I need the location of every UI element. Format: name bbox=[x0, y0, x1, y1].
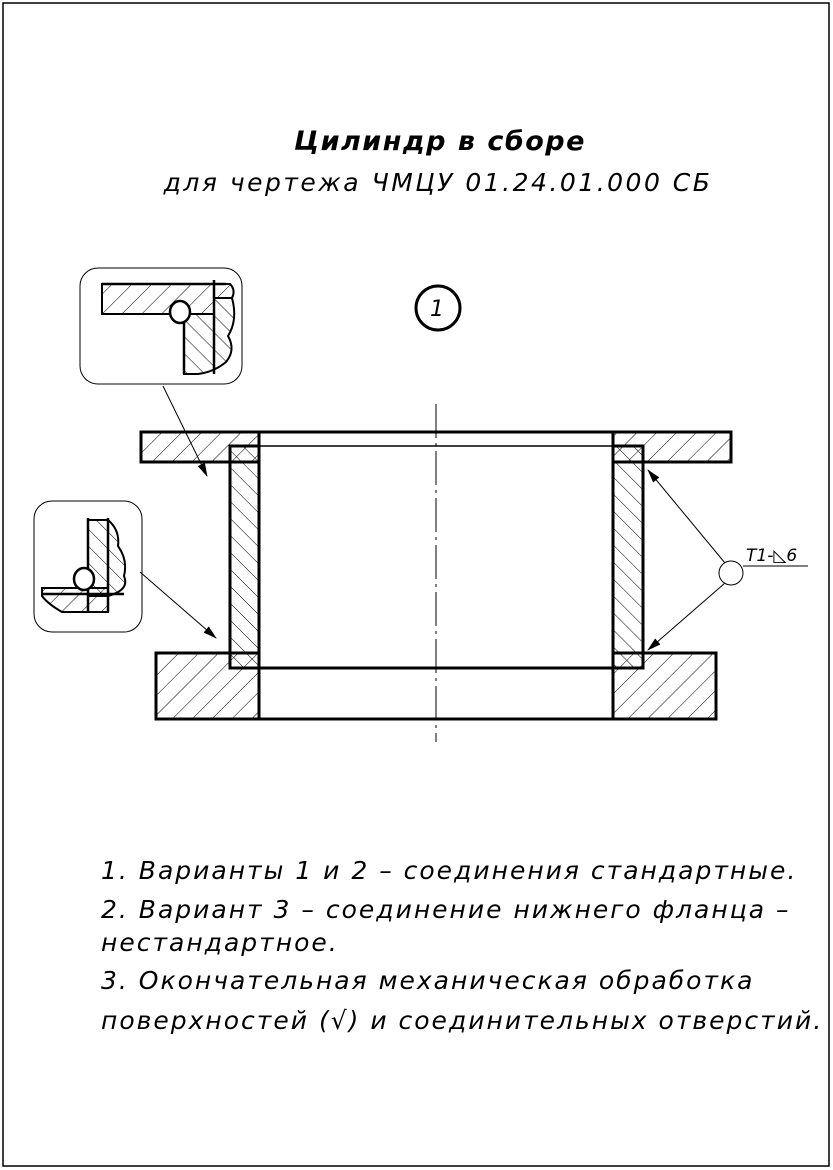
technical-notes bbox=[101, 856, 823, 1035]
weld-symbol-circle bbox=[719, 561, 743, 585]
cylinder-wall-left bbox=[230, 446, 259, 668]
cylinder-assembly-section bbox=[141, 404, 731, 742]
detail-view-top-joint bbox=[80, 268, 242, 384]
weld-leader-lower bbox=[648, 583, 725, 650]
note-line-1: 1. Варианты 1 и 2 – соединения стандартные. bbox=[101, 856, 798, 885]
weld-leader-upper bbox=[648, 470, 725, 563]
detail-bottom-weld bbox=[74, 568, 94, 590]
weld-label: Т1-◺6 bbox=[746, 546, 798, 566]
weld-symbol bbox=[648, 470, 808, 650]
leader-arrow-bottom bbox=[140, 572, 216, 638]
note-line-2: 2. Вариант 3 – соединение нижнего фланца – bbox=[101, 895, 791, 924]
detail-top-weld bbox=[170, 301, 190, 323]
detail-view-bottom-joint bbox=[34, 501, 142, 632]
note-line-3: нестандартное. bbox=[101, 928, 339, 957]
note-line-5: поверхностей (√) и соединительных отверстий. bbox=[101, 1006, 824, 1035]
cylinder-wall-right bbox=[613, 446, 643, 668]
note-line-4: 3. Окончательная механическая обработка bbox=[101, 966, 755, 995]
variant-number: 1 bbox=[430, 297, 444, 322]
drawing-title: Цилиндр в сборе bbox=[294, 126, 586, 157]
variant-marker bbox=[416, 286, 460, 330]
drawing-subtitle: для чертежа ЧМЦУ 01.24.01.000 СБ bbox=[163, 168, 713, 197]
